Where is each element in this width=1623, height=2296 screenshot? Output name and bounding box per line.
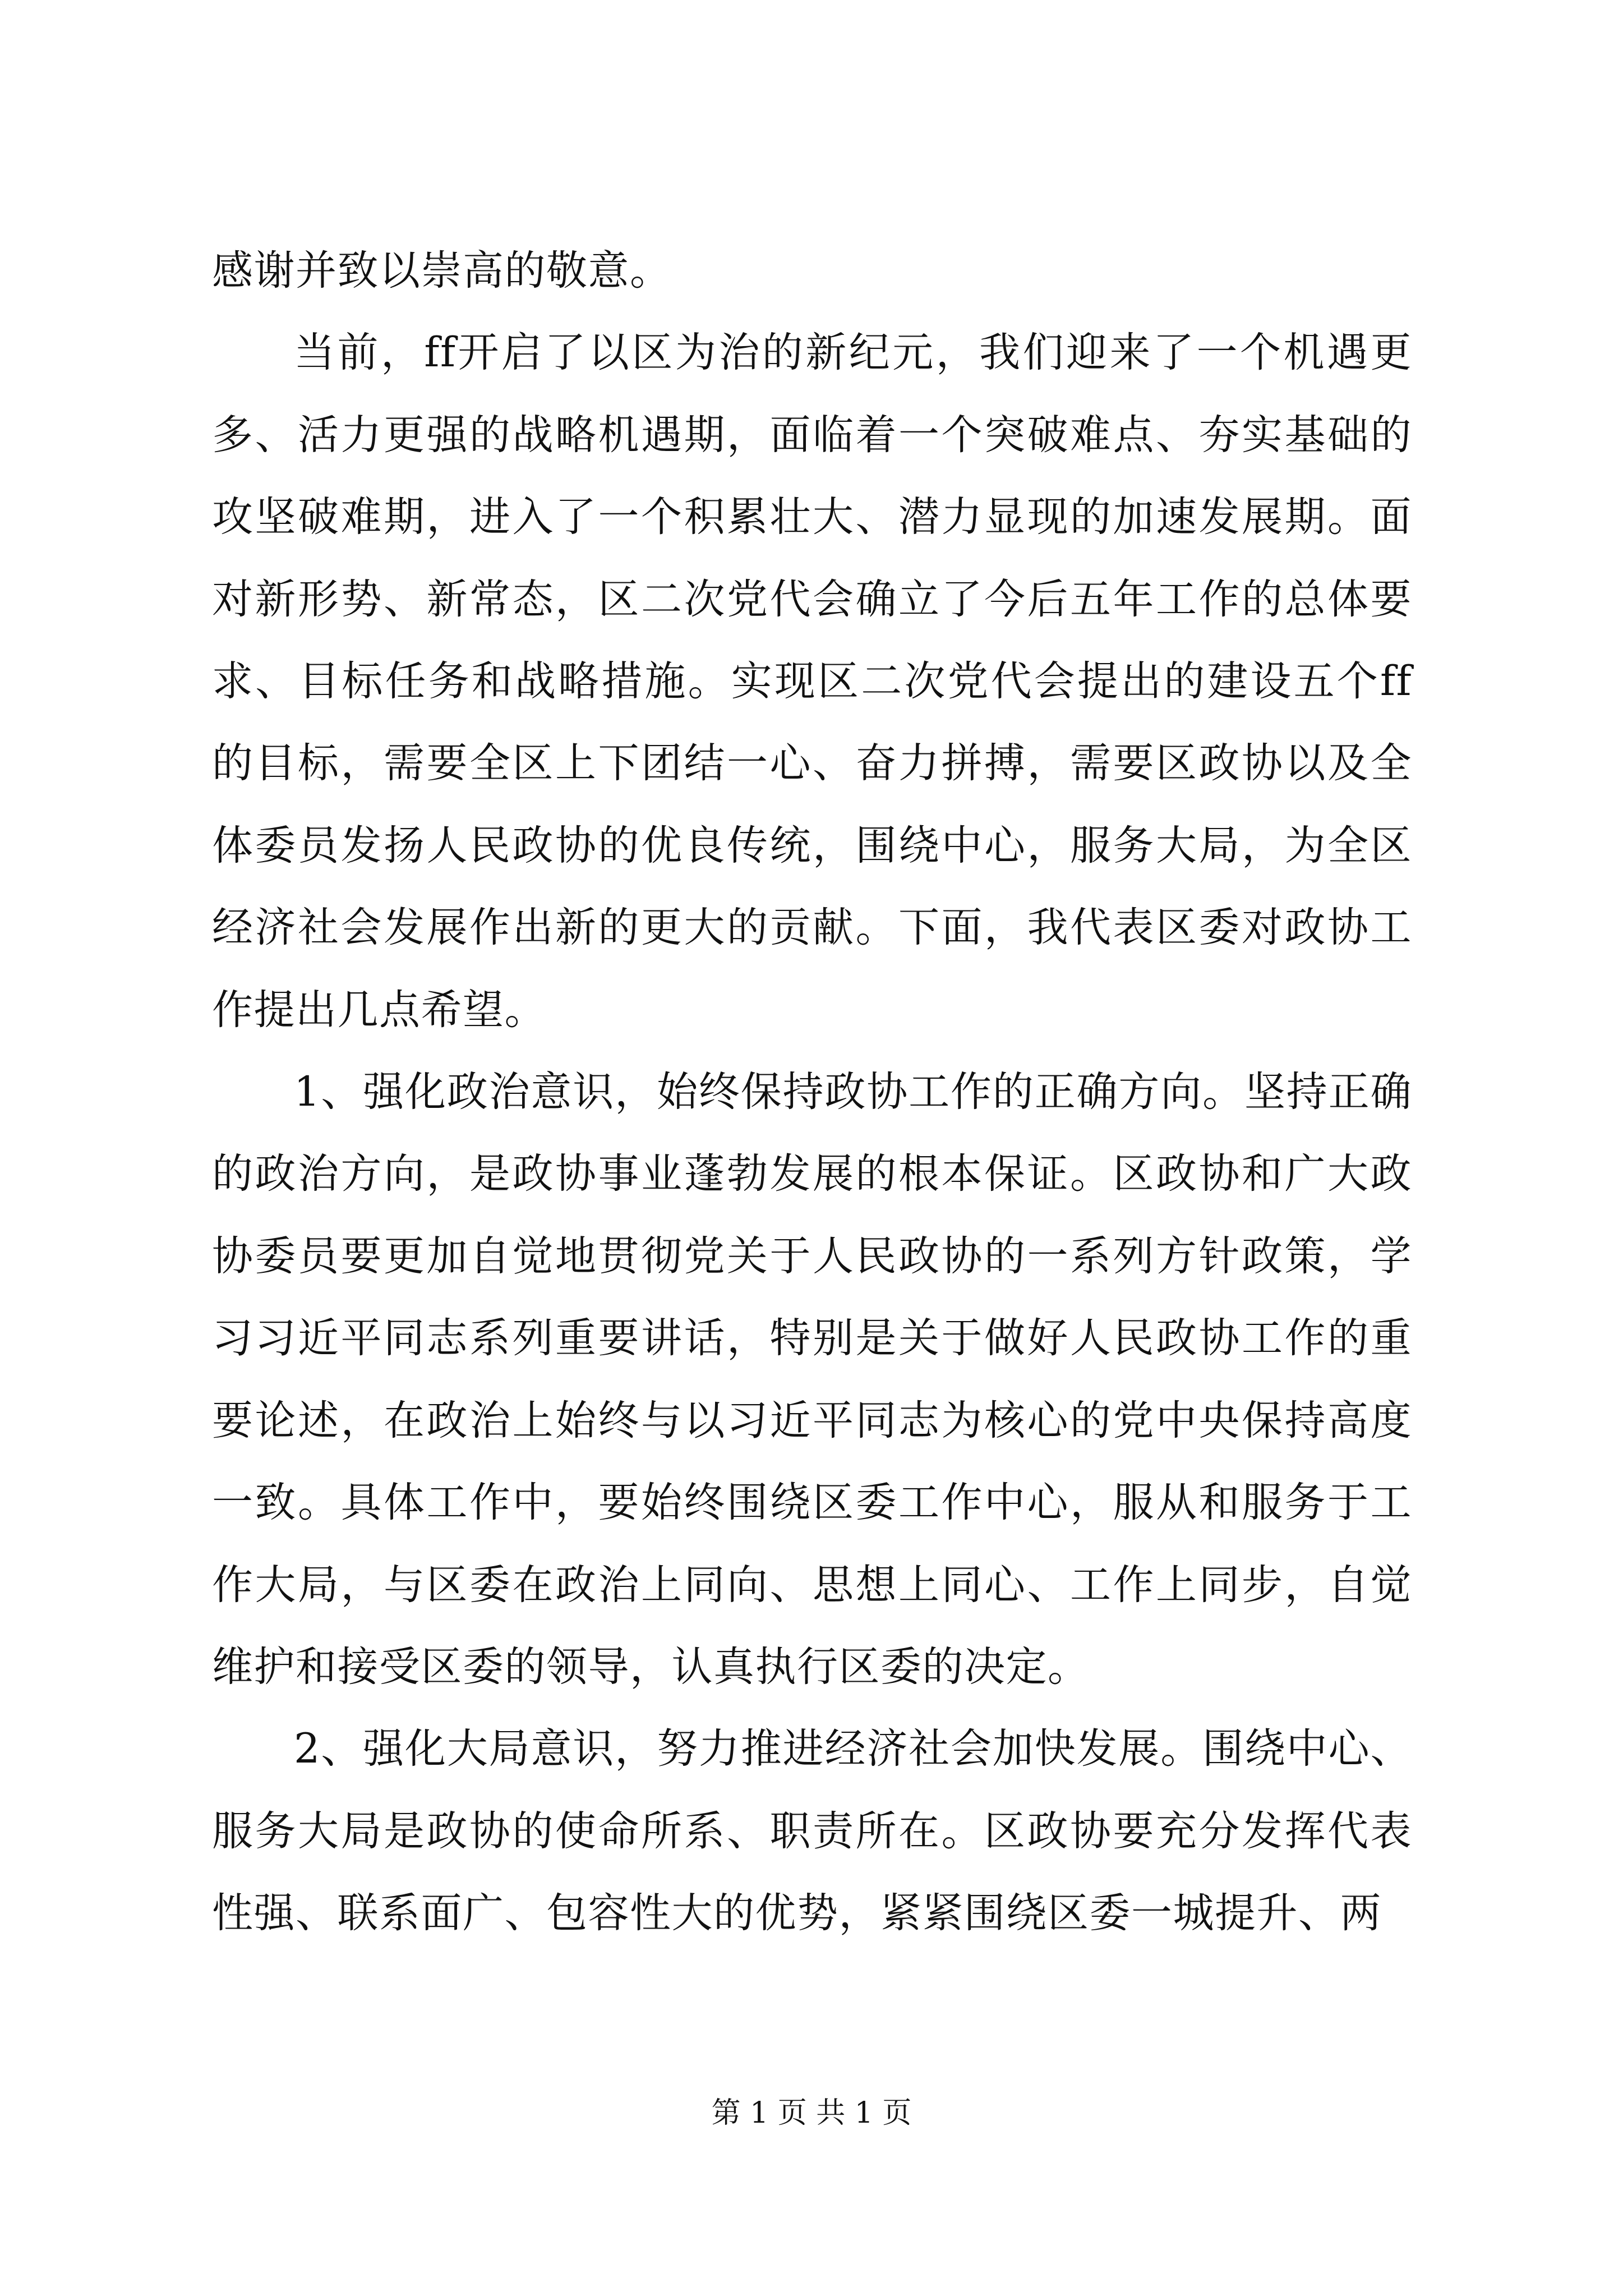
paragraph-1: 感谢并致以崇高的敬意。	[212, 247, 672, 295]
page-number-footer: 第 1 页 共 1 页	[711, 2096, 912, 2130]
paragraph-4: 2、强化大局意识，努力推进经济社会加快发展。围绕中心、服务大局是政协的使命所系、职责所在。区政协要充分发挥代表性强、联系面广、包容性大的优势，紧紧围绕区委一城提升、两	[212, 1725, 1412, 1938]
document-body	[212, 230, 1412, 1955]
paragraph-3: 1、强化政治意识，始终保持政协工作的正确方向。坚持正确的政治方向，是政协事业蓬勃发展的根本保证。区政协和广大政协委员要更加自觉地贯彻党关于人民政协的一系列方针政策，学习习近平同志系列重要讲话，特别是关于做好人民政协工作的重要论述，在政治上始终与以习近平同志为核心的党中央保持高度一致。具体工作中，要始终围绕区委工作中心，服从和服务于工作大局，与区委在政治上同向、思想上同心、工作上同步，自觉维护和接受区委的领导，认真执行区委的决定。	[212, 1068, 1412, 1691]
paragraph-2: 当前，ff开启了以区为治的新纪元，我们迎来了一个机遇更多、活力更强的战略机遇期，面临着一个突破难点、夯实基础的攻坚破难期，进入了一个积累壮大、潜力显现的加速发展期。面对新形势、新常态，区二次党代会确立了今后五年工作的总体要求、目标任务和战略措施。实现区二次党代会提出的建设五个ff的目标，需要全区上下团结一心、奋力拼搏，需要区政协以及全体委员发扬人民政协的优良传统，围绕中心，服务大局，为全区经济社会发展作出新的更大的贡献。下面，我代表区委对政协工作提出几点希望。	[212, 329, 1412, 1034]
